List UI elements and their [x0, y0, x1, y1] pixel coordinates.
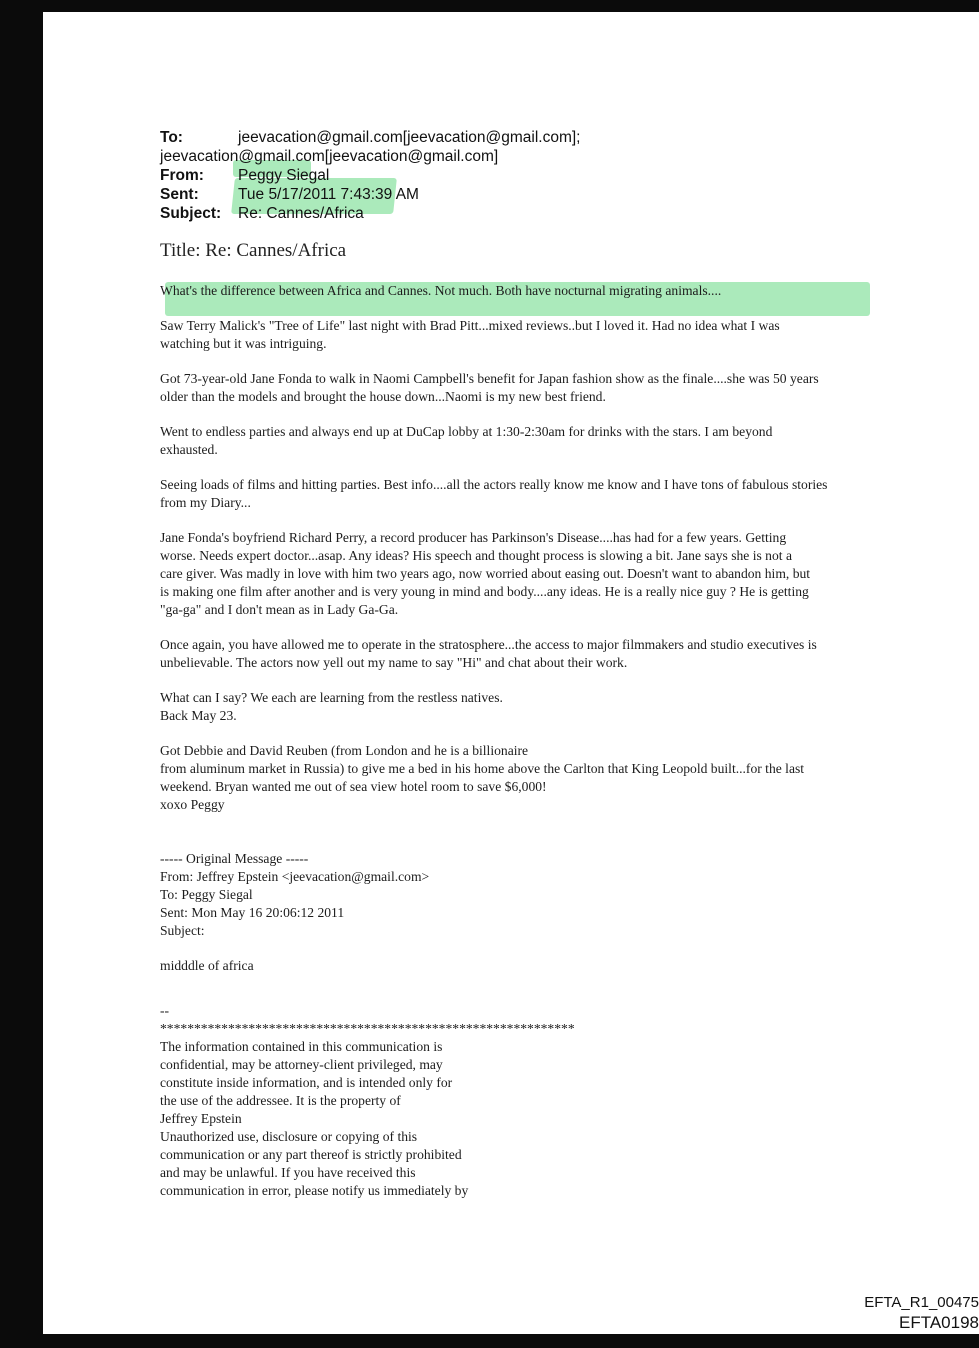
- confidentiality-notice: [160, 1002, 930, 1200]
- message-paragraphs: [160, 282, 930, 814]
- paragraph-line: xoxo Peggy: [160, 797, 225, 812]
- to-row-continued: [160, 147, 920, 166]
- paragraph-line: unbelievable. The actors now yell out my name to say "Hi" and chat about their work.: [160, 655, 628, 670]
- sig-line: the use of the addressee. It is the property of: [160, 1093, 401, 1108]
- sig-line: communication in error, please notify us immediately by: [160, 1183, 469, 1198]
- paragraph-line: weekend. Bryan wanted me out of sea view hotel room to save $6,000!: [160, 779, 547, 794]
- sig-line: Unauthorized use, disclosure or copying of this: [160, 1129, 418, 1144]
- paragraph-line: "ga-ga" and I don't mean as in Lady Ga-Ga.: [160, 602, 399, 617]
- paragraph-line: older than the models and brought the house down...Naomi is my new best friend.: [160, 389, 606, 404]
- sig-dash: --: [160, 1003, 170, 1018]
- email-body: [160, 282, 930, 1200]
- document-title: Title: Re: Cannes/Africa: [160, 240, 347, 261]
- sig-line: Jeffrey Epstein: [160, 1111, 242, 1126]
- paragraph-line: Got 73-year-old Jane Fonda to walk in Naomi Campbell's benefit for Japan fashion show as the finale....she was 50 years: [160, 371, 819, 386]
- sent-value: Tue 5/17/2011 7:43:39 AM: [238, 186, 419, 203]
- sig-line: communication or any part thereof is strictly prohibited: [160, 1147, 462, 1162]
- original-body: midddle of africa: [160, 958, 254, 973]
- original-message-text: [160, 957, 930, 975]
- paragraph-line: Saw Terry Malick's "Tree of Life" last night with Brad Pitt...mixed reviews..but I loved it. Had no idea what I was: [160, 318, 780, 333]
- original-line: Sent: Mon May 16 20:06:12 2011: [160, 905, 345, 920]
- subject-label: Subject:: [160, 205, 222, 222]
- paragraph: [160, 317, 930, 353]
- document-page: [43, 12, 979, 1334]
- bates-footer: [864, 1294, 979, 1334]
- paragraph: [160, 636, 930, 672]
- paragraph: [160, 529, 930, 619]
- paragraph-line: Seeing loads of films and hitting parties. Best info....all the actors really know me know and I have tons of fabulous stories: [160, 477, 828, 492]
- subject-value: Re: Cannes/Africa: [238, 205, 364, 222]
- paragraph: [160, 742, 930, 814]
- paragraph-line: from my Diary...: [160, 495, 251, 510]
- paragraph-line: watching but it was intriguing.: [160, 336, 327, 351]
- paragraph-line: from aluminum market in Russia) to give me a bed in his home above the Carlton that King Leopold built...for the last: [160, 761, 805, 776]
- subject-row: [160, 204, 920, 223]
- to-value-2: jeevacation@gmail.com[jeevacation@gmail.com]: [160, 148, 499, 165]
- paragraph-line: care giver. Was madly in love with him two years ago, now worried about easing out. Doesn't want to abandon him, but: [160, 566, 811, 581]
- paragraph-line: Once again, you have allowed me to operate in the stratosphere...the access to major filmmakers and studio executives is: [160, 637, 817, 652]
- sig-line: and may be unlawful. If you have received this: [160, 1165, 416, 1180]
- paragraph: [160, 282, 930, 300]
- paragraph-line: Got Debbie and David Reuben (from London and he is a billionaire: [160, 743, 529, 758]
- to-value: jeevacation@gmail.com[jeevacation@gmail.com];: [238, 129, 581, 146]
- bates-code-2: EFTA0198: [898, 1313, 979, 1332]
- paragraph-line: exhausted.: [160, 442, 218, 457]
- paragraph-line: What can I say? We each are learning from the restless natives.: [160, 690, 503, 705]
- email-header: [160, 128, 920, 223]
- paragraph-line: Jane Fonda's boyfriend Richard Perry, a record producer has Parkinson's Disease....has had for a few years. Getting: [160, 530, 787, 545]
- sig-stars: *************************************************************: [160, 1021, 575, 1036]
- paragraph: [160, 370, 930, 406]
- original-line: ----- Original Message -----: [160, 851, 309, 866]
- paragraph: [160, 423, 930, 459]
- paragraph-line: What's the difference between Africa and Cannes. Not much. Both have nocturnal migrating animals....: [160, 283, 722, 298]
- from-value: Peggy Siegal: [238, 167, 330, 184]
- to-row: [160, 128, 920, 147]
- paragraph-line: is making one film after another and is very young in mind and body....any ideas. He is a really nice guy ? He is getting: [160, 584, 809, 599]
- original-message: [160, 850, 930, 940]
- paragraph-line: Went to endless parties and always end up at DuCap lobby at 1:30-2:30am for drinks with the stars. I am beyond: [160, 424, 773, 439]
- from-row: [160, 166, 920, 185]
- sig-line: The information contained in this communication is: [160, 1039, 443, 1054]
- paragraph-line: worse. Needs expert doctor...asap. Any ideas? His speech and thought process is slowing a bit. Jane says she is not a: [160, 548, 792, 563]
- paragraph-line: Back May 23.: [160, 708, 237, 723]
- paragraph: [160, 476, 930, 512]
- from-label: From:: [160, 167, 204, 184]
- original-line: Subject:: [160, 923, 205, 938]
- sig-line: constitute inside information, and is intended only for: [160, 1075, 453, 1090]
- paragraph: [160, 689, 930, 725]
- sent-row: [160, 185, 920, 204]
- original-line: From: Jeffrey Epstein <jeevacation@gmail.com>: [160, 869, 430, 884]
- sent-label: Sent:: [160, 186, 199, 203]
- to-label: To:: [160, 129, 183, 146]
- bates-code-1: EFTA_R1_00475: [864, 1294, 979, 1311]
- original-line: To: Peggy Siegal: [160, 887, 253, 902]
- sig-line: confidential, may be attorney-client privileged, may: [160, 1057, 443, 1072]
